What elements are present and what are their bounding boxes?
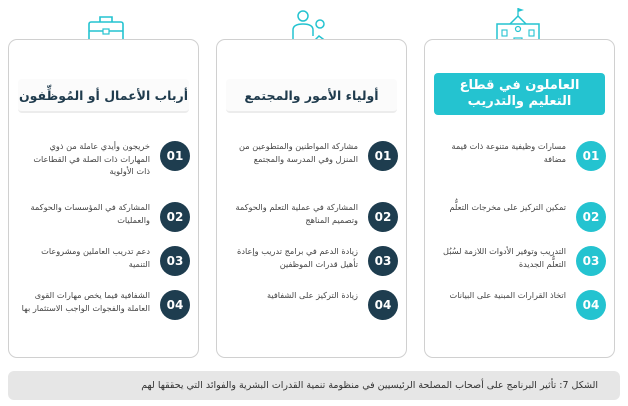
item-text: اتخاذ القرارات المبنية على البيانات: [449, 290, 566, 300]
column-parents-community: [216, 39, 407, 358]
list-item: [9, 286, 198, 336]
item-text: الشفافية فيما يخص مهارات القوى العاملة والفجوات الواجب الاستثمار بها: [21, 290, 150, 313]
item-text: دعم تدريب العاملين ومشروعات التنمية: [41, 246, 150, 269]
item-number: 03: [576, 246, 606, 276]
item-number: 04: [576, 290, 606, 320]
figure-caption: الشكل 7: تأثير البرنامج على أصحاب المصلحة الرئيسيين في منظومة تنمية القدرات البشرية والفوائد التي يحققها لهم: [8, 371, 620, 400]
list-item: [217, 198, 406, 248]
item-text: التدريب وتوفير الأدوات اللازمة لسُبُل التعلُّم الجديدة: [443, 246, 566, 269]
item-number: 02: [576, 202, 606, 232]
column-education-workers: [424, 39, 615, 358]
list-item: [425, 198, 614, 248]
list-item: [217, 137, 406, 187]
list-item: [425, 137, 614, 187]
item-text: مشاركة المواطنين والمتطوعين من المنزل وفي المدرسة والمجتمع: [238, 141, 358, 164]
item-number: 03: [368, 246, 398, 276]
item-number: 04: [160, 290, 190, 320]
list-item: [217, 286, 406, 336]
list-item: [9, 198, 198, 248]
item-number: 02: [160, 202, 190, 232]
column-title: العاملون في قطاع التعليم والتدريب: [434, 73, 605, 115]
item-number: 03: [160, 246, 190, 276]
list-item: [425, 242, 614, 292]
item-text: المشاركة في المؤسسات والحوكمة والعمليات: [30, 202, 150, 225]
list-item: [425, 286, 614, 336]
item-text: زيادة الدعم في برامج تدريب وإعادة تأهيل قدرات الموظفين: [237, 246, 358, 269]
column-employers: [8, 39, 199, 358]
item-text: المشاركة في عملية التعلم والحوكمة وتصميم المناهج: [235, 202, 358, 225]
item-number: 04: [368, 290, 398, 320]
item-text: مسارات وظيفية متنوعة ذات قيمة مضافة: [451, 141, 566, 164]
item-text: تمكين التركيز على مخرجات التعلُّم: [449, 202, 566, 212]
item-number: 01: [160, 141, 190, 171]
list-item: [9, 137, 198, 187]
list-item: [217, 242, 406, 292]
item-number: 01: [576, 141, 606, 171]
column-title: أولياء الأمور والمجتمع: [226, 79, 397, 113]
item-text: خريجون وأيدي عاملة من ذوي المهارات ذات الصلة في القطاعات ذات الأولوية: [33, 141, 150, 177]
column-title: أرباب الأعمال أو المُوظِّفون: [18, 79, 189, 113]
list-item: [9, 242, 198, 292]
item-text: زيادة التركيز على الشفافية: [266, 290, 358, 300]
item-number: 01: [368, 141, 398, 171]
item-number: 02: [368, 202, 398, 232]
